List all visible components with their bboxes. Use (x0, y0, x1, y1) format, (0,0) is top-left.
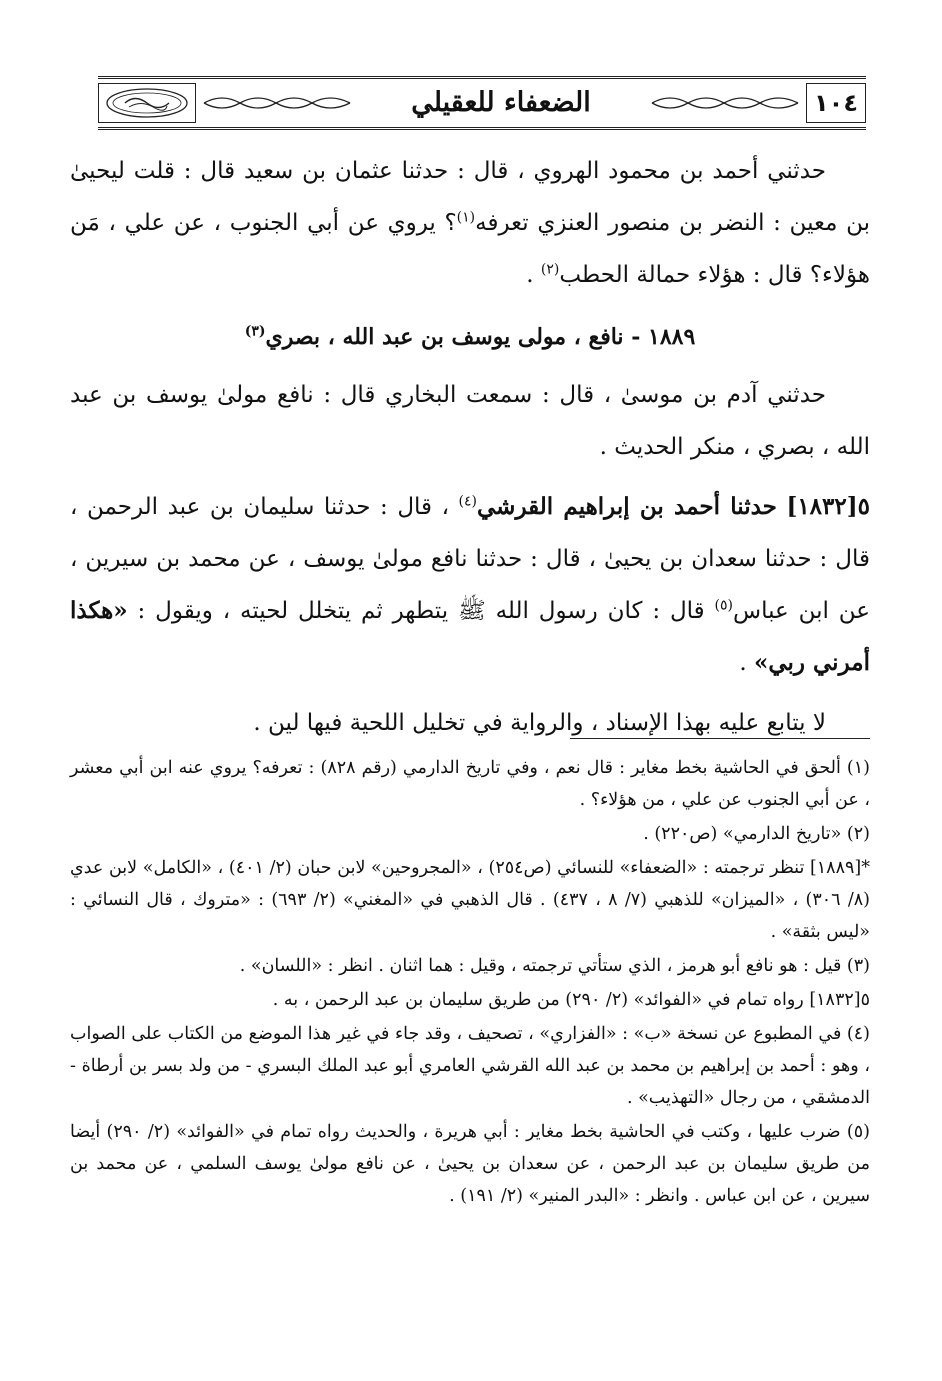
running-header (98, 76, 866, 130)
footnote: (٣) قيل : هو نافع أبو هرمز ، الذي ستأتي ترجمته ، وقيل : هما اثنان . انظر : «اللسان» . (239, 956, 870, 976)
hadith-number: ٥[١٨٣٢] (786, 493, 870, 520)
ornament-icon (202, 93, 352, 113)
footnote-ref[interactable]: (٢) (540, 261, 560, 278)
footnote: (١) ألحق في الحاشية بخط مغاير : قال نعم ، وفي تاريخ الدارمي (رقم ٨٢٨) : تعرفه؟ يروي عنه ابن أبي معشر ، عن أبي الجنوب عن علي ، من هؤلاء؟ . (70, 758, 870, 810)
footnote: (٢) «تاريخ الدارمي» (ص٢٢٠) . (643, 824, 870, 844)
page-number: ١٠٤ (806, 83, 866, 123)
book-title: الضعفاء للعقيلي (411, 86, 591, 118)
footnote-ref[interactable]: (٤) (458, 493, 478, 510)
main-text (70, 145, 870, 749)
footnote: (٤) في المطبوع عن نسخة «ب» : «الفزاري» ، تصحيف ، وقد جاء في غير هذا الموضع من الكتاب على الصواب ، وهو : أحمد بن إبراهيم بن محمد بن عبد الله القرشي العامري أبو عبد الملك البسري - من ولد بسر بن أرطاة - الدمشقي ، من رجال «التهذيب» . (70, 1024, 870, 1108)
entry-heading: ١٨٨٩ - نافع ، مولى يوسف بن عبد الله ، بصري$^{(٣)}$ (244, 323, 696, 350)
footnote-ref[interactable]: (٣) (244, 323, 266, 340)
footnotes (70, 752, 870, 1214)
paragraph-3: ٥[١٨٣٢] حدثنا أحمد بن إبراهيم القرشي$^{(٤)}$ ، قال : حدثنا سليمان بن عبد الرحمن ، قال : حدثنا سعدان بن يحيىٰ ، قال : حدثنا نافع مولىٰ يوسف ، عن محمد بن سيرين ، عن ابن عباس$^{(٥)}$ قال : كان رسول الله ﷺ يتطهر ثم يتخلل لحيته ، ويقول : «هكذا أمرني ربي» . (70, 493, 870, 676)
footnote-ref[interactable]: (٥) (714, 597, 733, 614)
title-seal-icon (98, 83, 196, 123)
paragraph-4: لا يتابع عليه بهذا الإسناد ، والرواية في تخليل اللحية فيها لين . (253, 710, 826, 736)
footnote-separator (570, 738, 870, 739)
paragraph-1: حدثني أحمد بن محمود الهروي ، قال : حدثنا عثمان بن سعيد قال : قلت ليحيىٰ بن معين : النضر بن منصور العنزي تعرفه$^{(١)}$؟ يروي عن أبي الجنوب ، عن علي ، مَن هؤلاء؟ قال : هؤلاء حمالة الحطب$^{(٢)}$ . (70, 158, 870, 288)
paragraph-2: حدثني آدم بن موسىٰ ، قال : سمعت البخاري قال : نافع مولىٰ يوسف بن عبد الله ، بصري ، منكر الحديث . (70, 382, 870, 460)
footnote-ref[interactable]: (١) (456, 209, 476, 226)
footnote: *[١٨٨٩] تنظر ترجمته : «الضعفاء» للنسائي (ص٢٥٤) ، «المجروحين» لابن حبان (٢/ ٤٠١) ، «الكامل» لابن عدي (٨/ ٣٠٦) ، «الميزان» للذهبي (٧/ ٨ ، ٤٣٧) . قال الذهبي في «المغني» (٢/ ٦٩٣) : «متروك ، قال النسائي : «ليس بثقة» . (70, 858, 870, 942)
footnote: ٥[١٨٣٢] رواه تمام في «الفوائد» (٢/ ٢٩٠) من طريق سليمان بن عبد الرحمن ، به . (272, 990, 870, 1010)
hadith-quote: «هكذا أمرني ربي» (70, 597, 870, 676)
footnote: (٥) ضرب عليها ، وكتب في الحاشية بخط مغاير : أبي هريرة ، والحديث رواه تمام في «الفوائد» (٢/ ٢٩٠) أيضا من طريق سليمان بن عبد الرحمن ، عن سعدان بن يحيىٰ ، عن نافع مولىٰ يوسف السلمي ، عن محمد بن سيرين ، عن ابن عباس . وانظر : «البدر المنير» (٢/ ١٩١) . (70, 1122, 870, 1206)
